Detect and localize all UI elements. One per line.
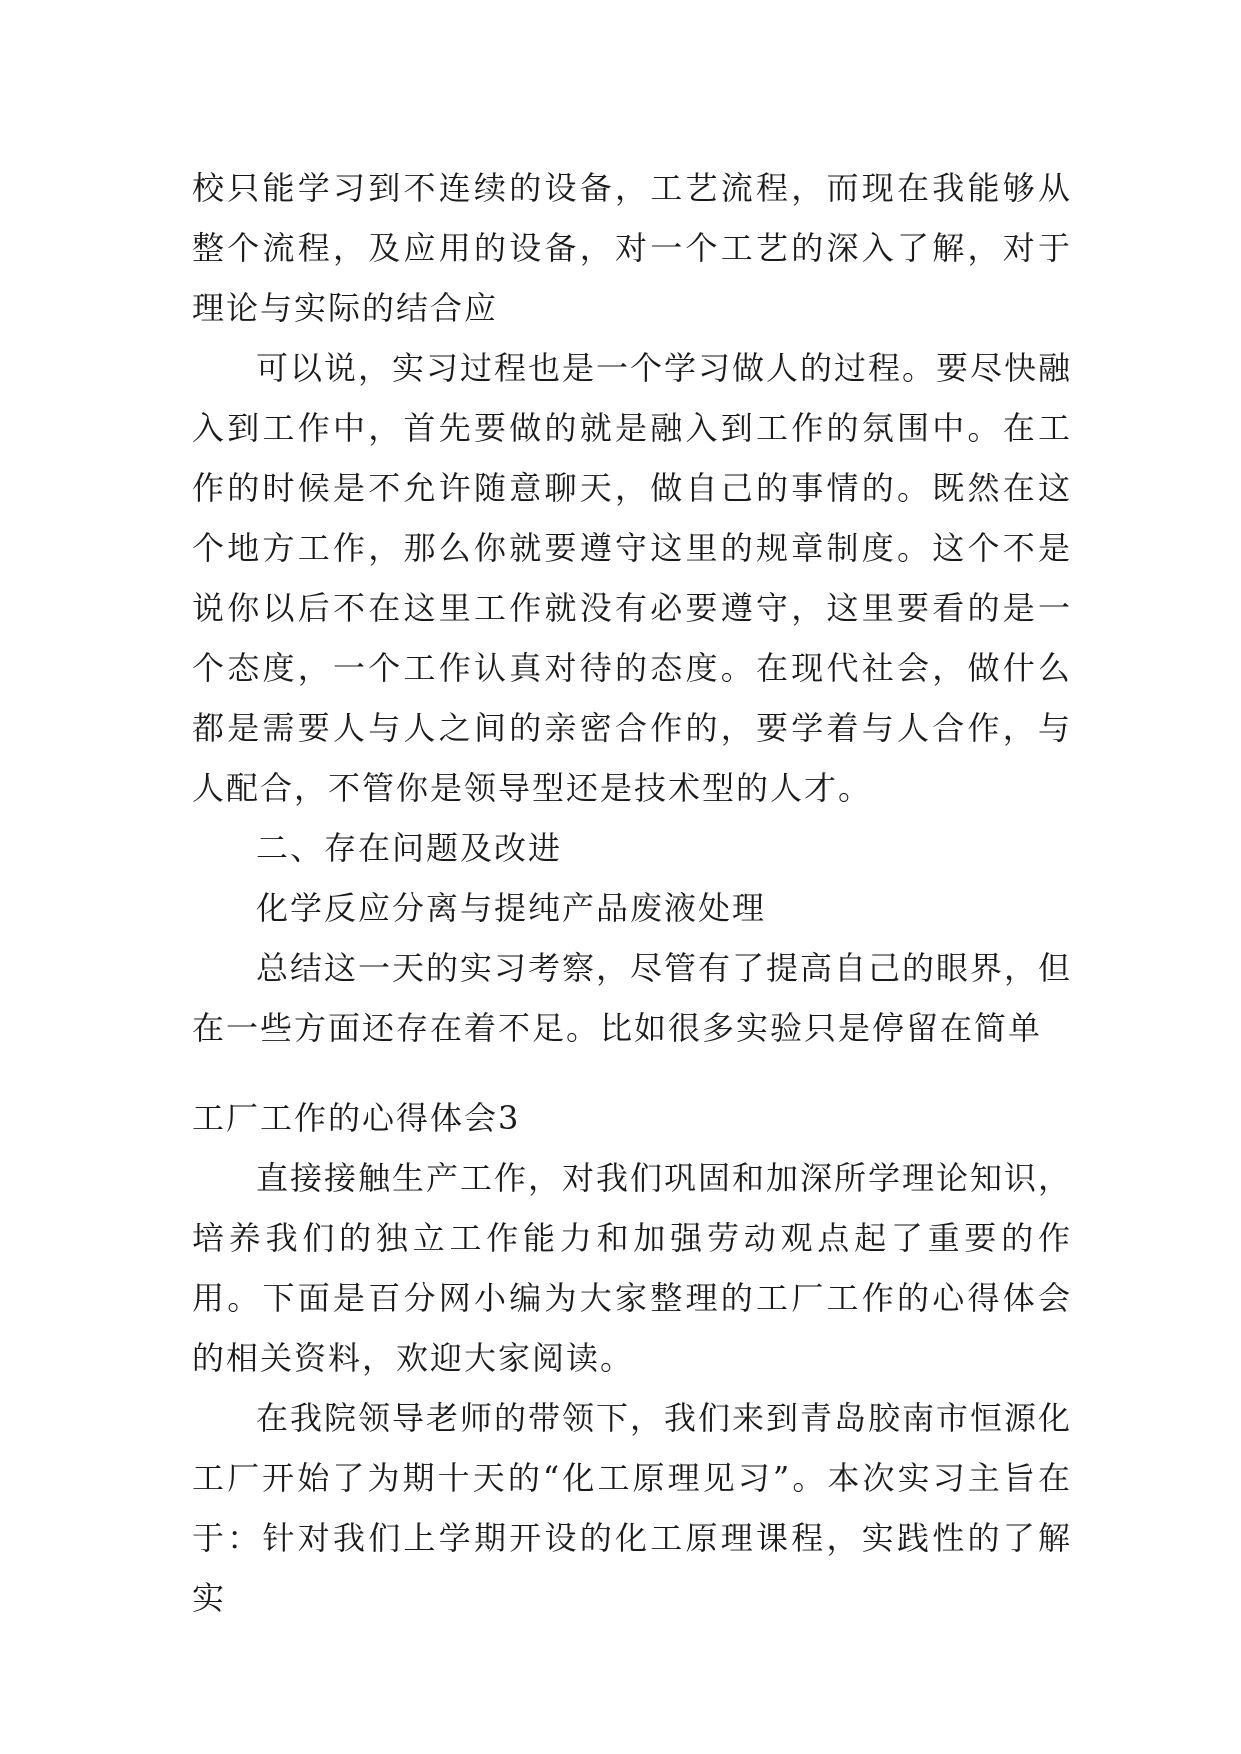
document-body (192, 158, 1072, 1628)
section-heading-problems: 二、存在问题及改进 (256, 829, 563, 867)
paragraph-summary: 总结这一天的实习考察，尽管有了提高自己的眼界，但在一些方面还存在着不足。比如很多实验只是停留在简单 (192, 949, 1073, 1047)
paragraph-intro: 直接接触生产工作，对我们巩固和加深所学理论知识，培养我们的独立工作能力和加强劳动观点起了重要的作用。下面是百分网小编为大家整理的工厂工作的心得体会的相关资料，欢迎大家阅读。 (192, 1159, 1073, 1377)
paragraph-continuation: 校只能学习到不连续的设备，工艺流程，而现在我能够从整个流程，及应用的设备，对一个工艺的深入了解，对于理论与实际的结合应 (192, 169, 1072, 327)
paragraph-process-list: 化学反应分离与提纯产品废液处理 (256, 889, 767, 927)
paragraph-internship: 在我院领导老师的带领下，我们来到青岛胶南市恒源化工厂开始了为期十天的“化工原理见习”。本次实习主旨在于：针对我们上学期开设的化工原理课程，实践性的了解实 (192, 1399, 1073, 1617)
paragraph-learning-to-be-a-person: 可以说，实习过程也是一个学习做人的过程。要尽快融入到工作中，首先要做的就是融入到工作的氛围中。在工作的时候是不允许随意聊天，做自己的事情的。既然在这个地方工作，那么你就要遵守这里的规章制度。这个不是说你以后不在这里工作就没有必要遵守，这里要看的是一个态度，一个工作认真对待的态度。在现代社会，做什么都是需要人与人之间的亲密合作的，要学着与人合作，与人配合，不管你是领导型还是技术型的人才。 (192, 349, 1073, 807)
section-title: 工厂工作的心得体会3 (192, 1099, 521, 1137)
